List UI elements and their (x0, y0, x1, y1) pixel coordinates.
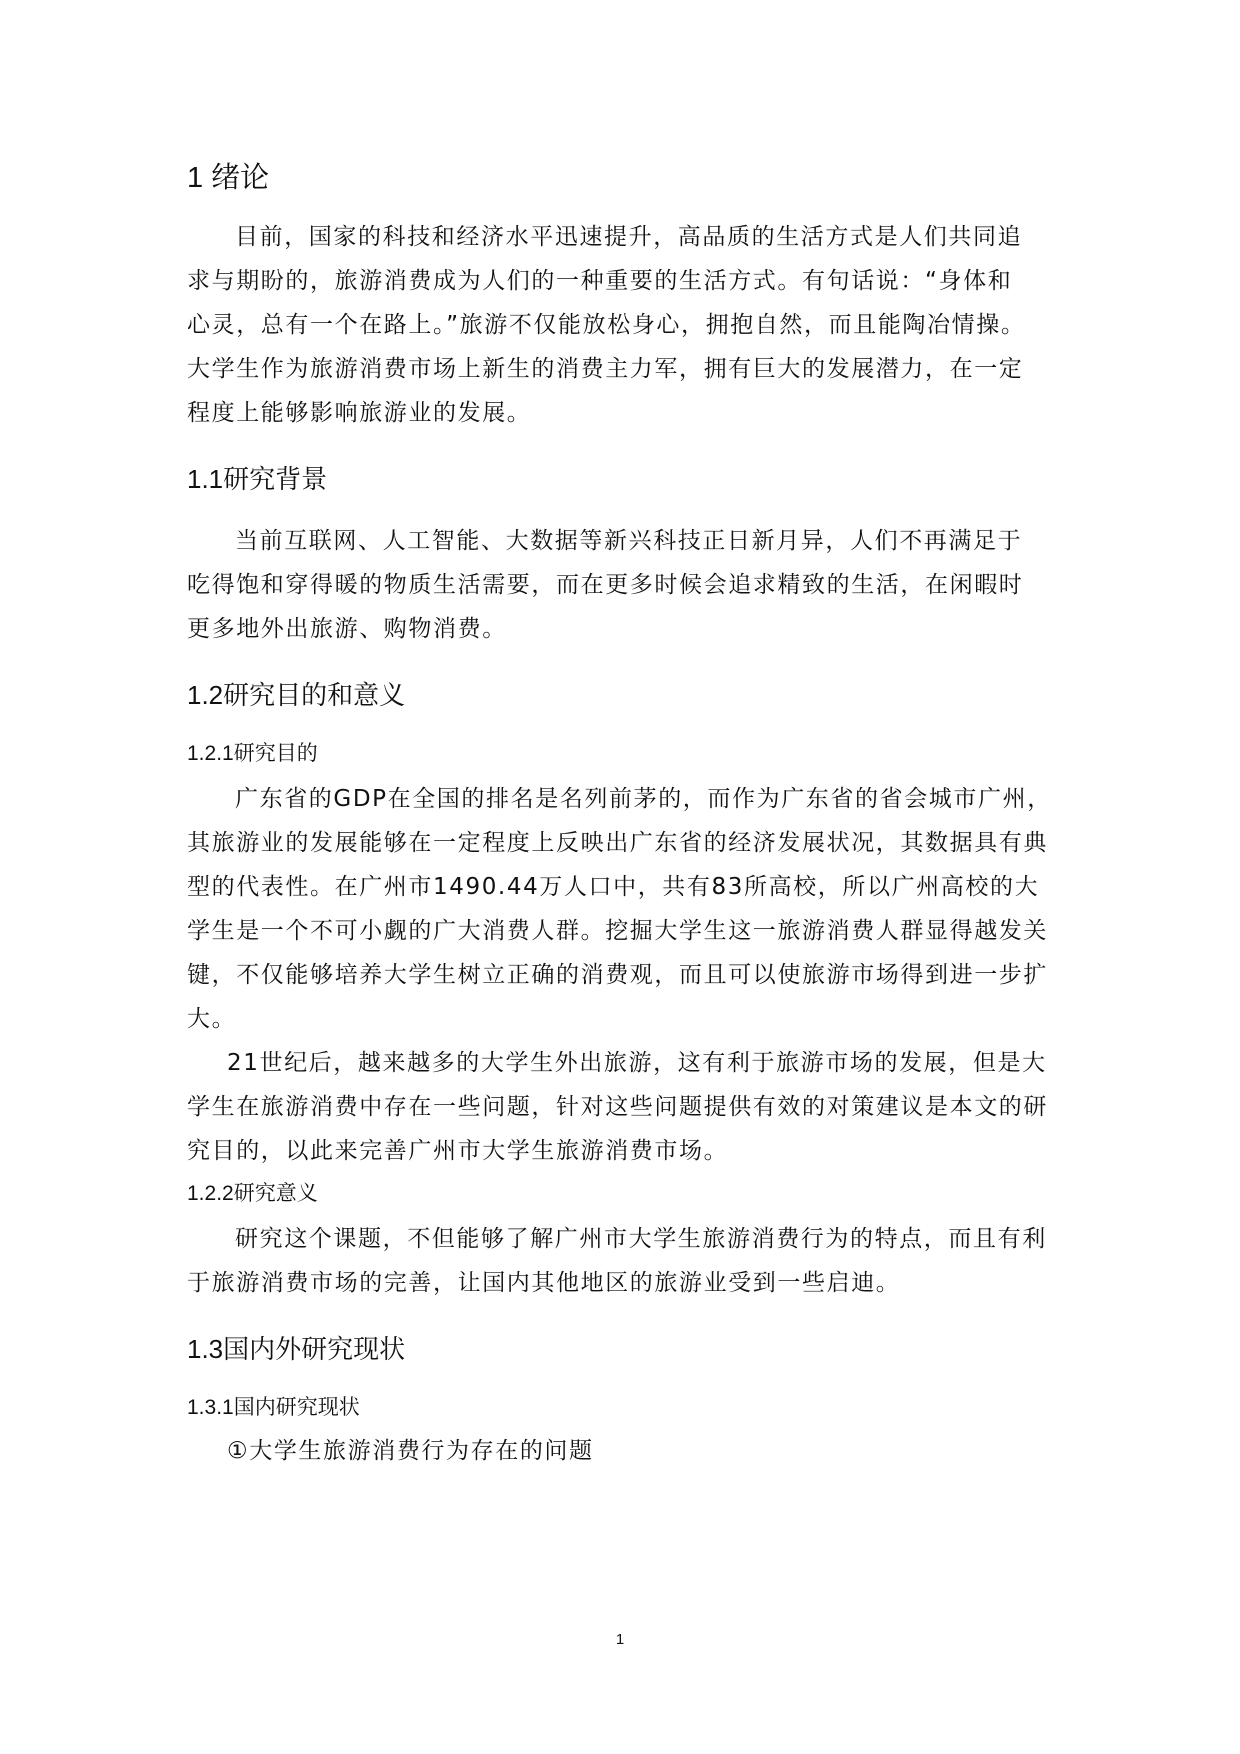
heading-section-1-2: 1.2研究目的和意义 (187, 680, 406, 710)
heading-subsection-1-3-1: 1.3.1国内研究现状 (187, 1396, 360, 1419)
text-line: 心灵，总有一个在路上。”旅游不仅能放松身心，拥抱自然，而且能陶冶情操。 (187, 312, 1026, 338)
text-line: 程度上能够影响旅游业的发展。 (187, 400, 532, 426)
text-line: 更多地外出旅游、购物消费。 (187, 616, 507, 642)
text-line: 究目的，以此来完善广州市大学生旅游消费市场。 (187, 1138, 729, 1164)
heading-subsection-1-2-1: 1.2.1研究目的 (187, 742, 318, 765)
text-line: 目前，国家的科技和经济水平迅速提升，高品质的生活方式是人们共同追 (235, 224, 1023, 250)
page-number: 1 (615, 1631, 625, 1648)
text-line: 大学生作为旅游消费市场上新生的消费主力军，拥有巨大的发展潜力，在一定 (187, 356, 1024, 382)
text-line: 研究这个课题，不但能够了解广州市大学生旅游消费行为的特点，而且有利 (235, 1226, 1047, 1252)
text-line: 21世纪后，越来越多的大学生外出旅游，这有利于旅游市场的发展，但是大 (227, 1050, 1047, 1076)
heading-chapter-1: 1 绪论 (187, 162, 270, 194)
text-line: 大。 (187, 1006, 237, 1032)
text-line: 当前互联网、人工智能、大数据等新兴科技正日新月异，人们不再满足于 (235, 528, 1023, 554)
text-line: 其旅游业的发展能够在一定程度上反映出广东省的经济发展状况，其数据具有典 (187, 830, 1048, 856)
heading-section-1-1: 1.1研究背景 (187, 464, 328, 494)
text-line: 求与期盼的，旅游消费成为人们的一种重要的生活方式。有句话说：“身体和 (187, 268, 1013, 294)
text-line: 吃得饱和穿得暖的物质生活需要，而在更多时候会追求精致的生活，在闲暇时 (187, 572, 1024, 598)
text-line: 型的代表性。在广州市1490.44万人口中，共有83所高校，所以广州高校的大 (187, 874, 1040, 900)
text-line: 键，不仅能够培养大学生树立正确的消费观，而且可以使旅游市场得到进一步扩 (187, 962, 1048, 988)
text-line: 学生是一个不可小觑的广大消费人群。挖掘大学生这一旅游消费人群显得越发关 (187, 918, 1048, 944)
text-line: 学生在旅游消费中存在一些问题，针对这些问题提供有效的对策建议是本文的研 (187, 1094, 1048, 1120)
text-line: ①大学生旅游消费行为存在的问题 (227, 1438, 594, 1464)
text-line: 于旅游消费市场的完善，让国内其他地区的旅游业受到一些启迪。 (187, 1270, 901, 1296)
heading-section-1-3: 1.3国内外研究现状 (187, 1334, 406, 1364)
heading-subsection-1-2-2: 1.2.2研究意义 (187, 1182, 318, 1205)
text-line: 广东省的GDP在全国的排名是名列前茅的，而作为广东省的省会城市广州， (235, 786, 1052, 812)
